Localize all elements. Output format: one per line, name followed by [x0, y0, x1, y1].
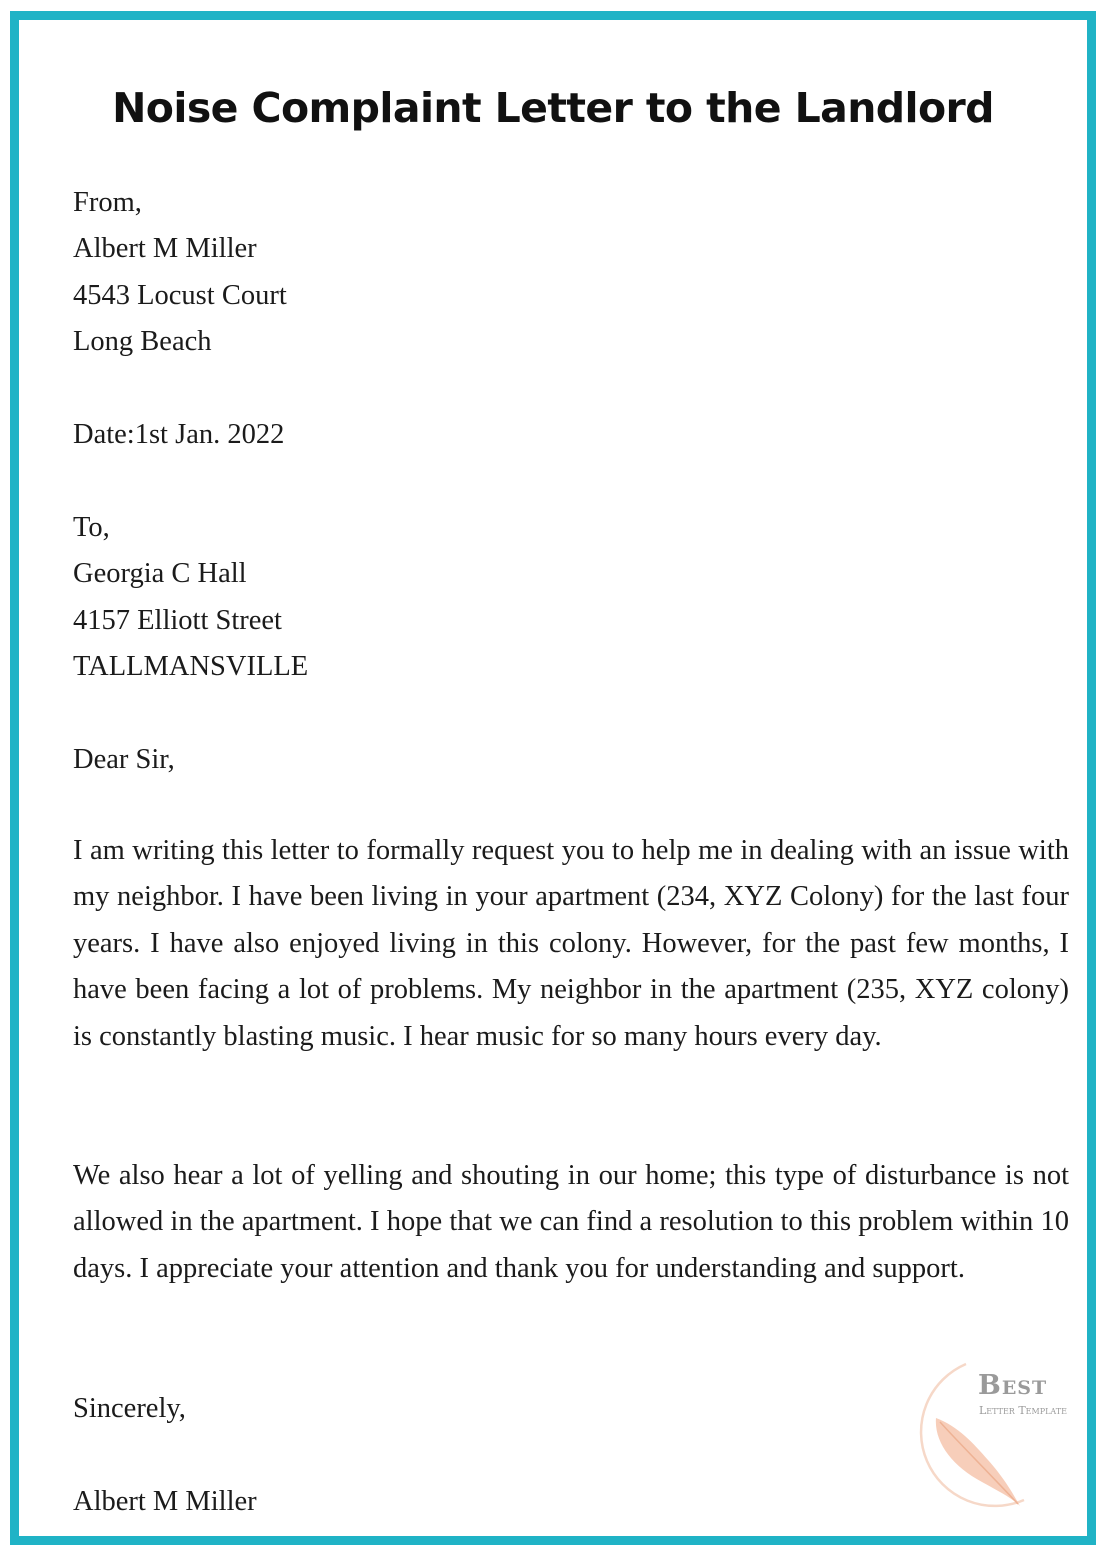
sender-name: Albert M Miller — [73, 233, 257, 264]
recipient-street: 4157 Elliott Street — [73, 605, 282, 636]
closing: Sincerely, — [73, 1393, 186, 1424]
logo-tagline-text: Letter Template — [979, 1404, 1067, 1417]
letter-title: Noise Complaint Letter to the Landlord — [112, 84, 994, 132]
signature: Albert M Miller — [73, 1486, 257, 1517]
salutation: Dear Sir, — [73, 744, 175, 775]
brand-logo — [904, 1360, 1080, 1510]
recipient-city: TALLMANSVILLE — [73, 651, 309, 682]
body-paragraph-1: I am writing this letter to formally request you to help me in dealing with an issue with my neighbor. I have been living in your apartment (234, XYZ Colony) for the last four years. I have also enjoyed living in this colony. However, for the past few months, I have been facing a lot of problems. My neighbor in the apartment (235, XYZ colony) is constantly blasting music. I hear music for so many hours every day. — [73, 835, 1069, 1052]
letter-frame — [10, 11, 1096, 1545]
letter-date: Date:1st Jan. 2022 — [73, 419, 285, 450]
recipient-heading: To, — [73, 512, 110, 543]
logo-brand-text: Best — [978, 1370, 1048, 1401]
sender-street: 4543 Locust Court — [73, 280, 287, 311]
body-paragraph-2: We also hear a lot of yelling and shouting in our home; this type of disturbance is not allowed in the apartment. I hope that we can find a resolution to this problem within 10 days. I appreciate your attention and thank you for understanding and support. — [73, 1160, 1069, 1284]
recipient-name: Georgia C Hall — [73, 558, 247, 589]
sender-heading: From, — [73, 187, 142, 218]
sender-city: Long Beach — [73, 326, 212, 357]
